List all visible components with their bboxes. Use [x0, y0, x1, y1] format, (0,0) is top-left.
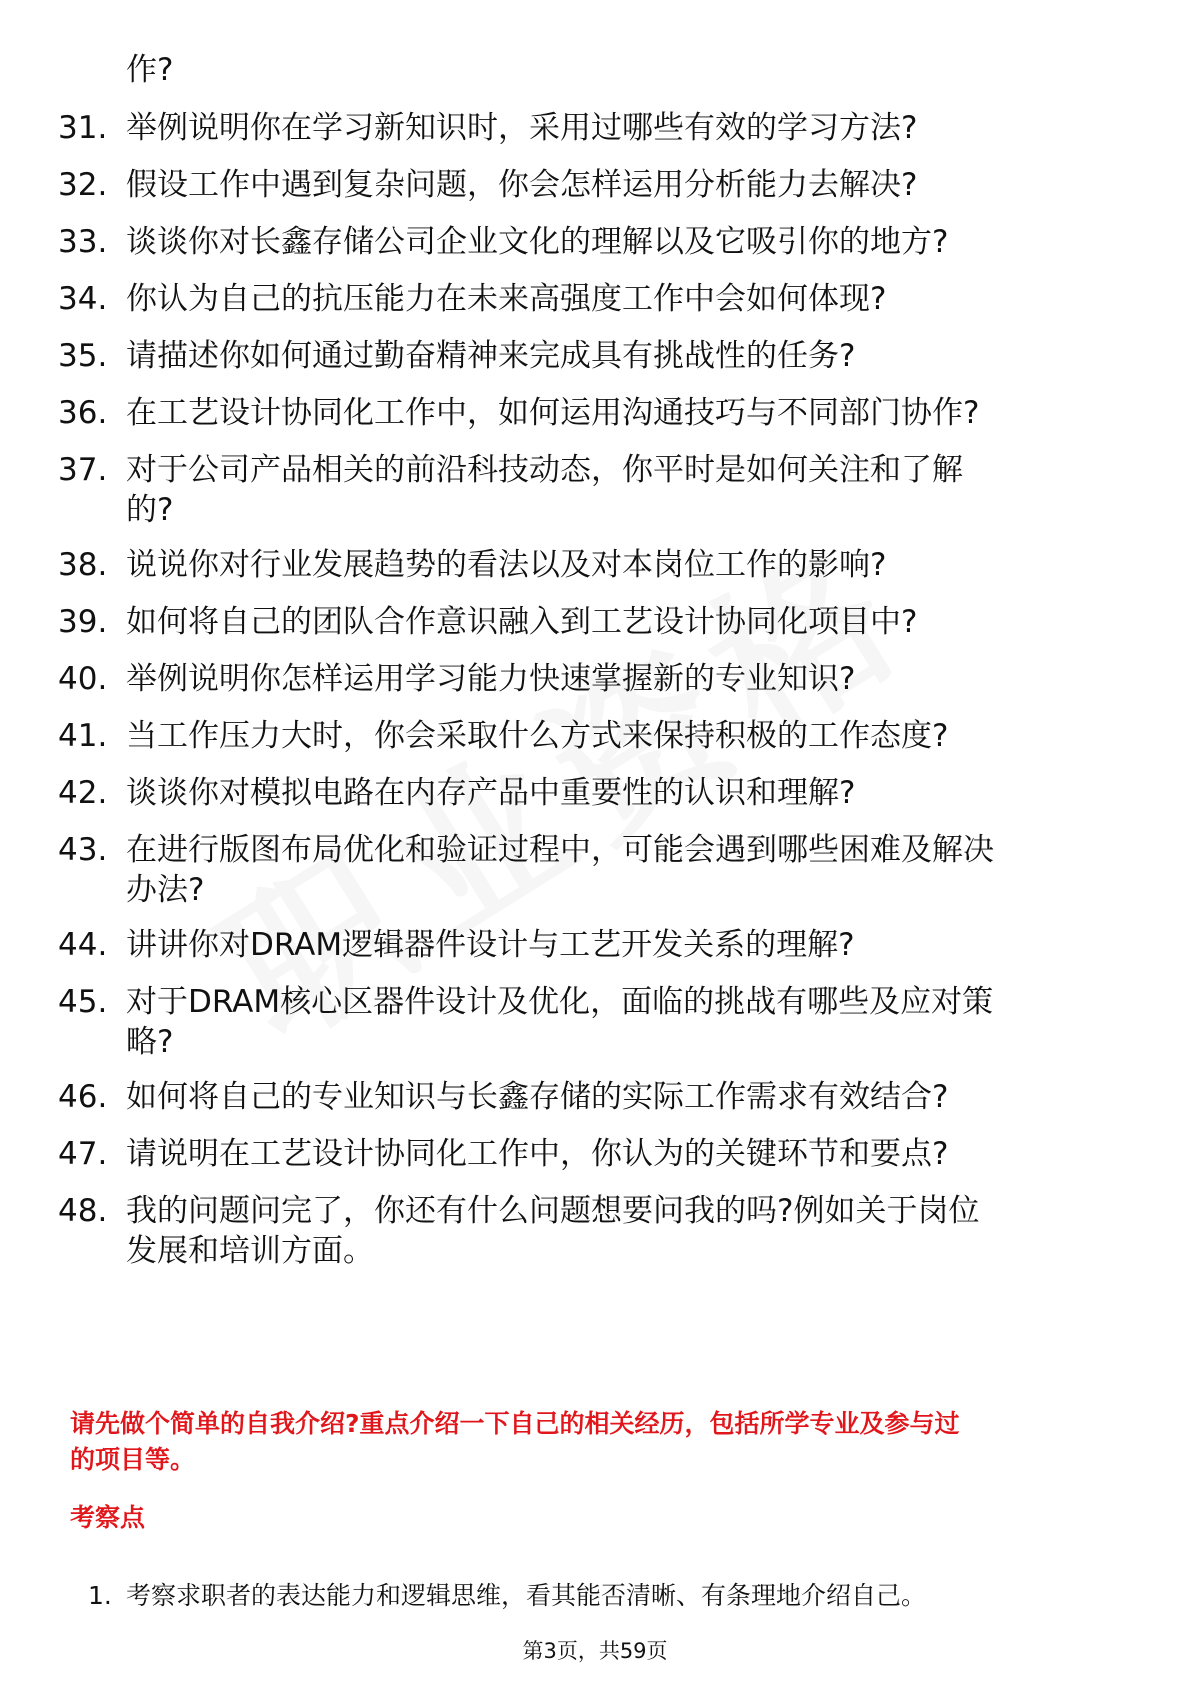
question-number: 47.	[58, 1136, 108, 1172]
question-text	[126, 336, 1126, 376]
question-line: 说说你对行业发展趋势的看法以及对本岗位工作的影响?	[126, 547, 887, 583]
question-line: 的?	[126, 492, 174, 528]
question-number: 31.	[58, 110, 108, 146]
question-line: 发展和培训方面。	[126, 1233, 374, 1269]
question-line: 在工艺设计协同化工作中，如何运用沟通技巧与不同部门协作?	[126, 395, 980, 431]
question-number: 36.	[58, 395, 108, 431]
question-number: 38.	[58, 547, 108, 583]
question-line: 讲讲你对DRAM逻辑器件设计与工艺开发关系的理解?	[126, 927, 855, 963]
question-text	[126, 982, 1126, 1062]
question-line: 略?	[126, 1024, 174, 1060]
question-text	[126, 393, 1126, 433]
question-text	[126, 1134, 1126, 1174]
question-text	[126, 602, 1126, 642]
question-text	[126, 108, 1126, 148]
question-number: 46.	[58, 1079, 108, 1115]
question-line: 办法?	[126, 872, 205, 908]
intro-question-line: 请先做个简单的自我介绍?重点介绍一下自己的相关经历，包括所学专业及参与过	[70, 1409, 960, 1438]
question-text	[126, 545, 1126, 585]
question-text	[126, 1077, 1126, 1117]
intro-question	[70, 1406, 1120, 1478]
question-number: 45.	[58, 984, 108, 1020]
page-footer: 第3页，共59页	[522, 1639, 668, 1663]
question-number: 44.	[58, 927, 108, 963]
question-number: 48.	[58, 1193, 108, 1229]
question-number: 32.	[58, 167, 108, 203]
question-line: 我的问题问完了，你还有什么问题想要问我的吗?例如关于岗位	[126, 1193, 980, 1229]
question-line: 请描述你如何通过勤奋精神来完成具有挑战性的任务?	[126, 338, 856, 374]
question-line: 在进行版图布局优化和验证过程中，可能会遇到哪些困难及解决	[126, 832, 994, 868]
question-text	[126, 773, 1126, 813]
question-line: 你认为自己的抗压能力在未来高强度工作中会如何体现?	[126, 281, 887, 317]
question-number: 42.	[58, 775, 108, 811]
question-line: 对于公司产品相关的前沿科技动态，你平时是如何关注和了解	[126, 452, 963, 488]
question-line: 举例说明你在学习新知识时，采用过哪些有效的学习方法?	[126, 110, 918, 146]
question-text	[126, 50, 1126, 90]
question-text	[126, 279, 1126, 319]
question-line: 如何将自己的专业知识与长鑫存储的实际工作需求有效结合?	[126, 1079, 949, 1115]
question-text	[126, 830, 1126, 910]
question-line: 如何将自己的团队合作意识融入到工艺设计协同化项目中?	[126, 604, 918, 640]
question-text	[126, 659, 1126, 699]
question-number: 37.	[58, 452, 108, 488]
question-text	[126, 165, 1126, 205]
section-title: 考察点	[70, 1503, 146, 1532]
question-text	[126, 716, 1126, 756]
question-text	[126, 925, 1126, 965]
question-line: 请说明在工艺设计协同化工作中，你认为的关键环节和要点?	[126, 1136, 949, 1172]
question-line: 作?	[126, 52, 174, 88]
question-line: 当工作压力大时，你会采取什么方式来保持积极的工作态度?	[126, 718, 949, 754]
list-item-number: 1.	[88, 1581, 112, 1610]
question-number: 40.	[58, 661, 108, 697]
intro-question-line: 的项目等。	[70, 1445, 196, 1474]
question-number: 41.	[58, 718, 108, 754]
question-line: 对于DRAM核心区器件设计及优化，面临的挑战有哪些及应对策	[126, 984, 994, 1020]
question-text	[126, 1191, 1126, 1271]
question-number: 35.	[58, 338, 108, 374]
question-number: 39.	[58, 604, 108, 640]
question-line: 谈谈你对长鑫存储公司企业文化的理解以及它吸引你的地方?	[126, 224, 949, 260]
list-item-text: 考察求职者的表达能力和逻辑思维，看其能否清晰、有条理地介绍自己。	[126, 1581, 927, 1610]
question-line: 举例说明你怎样运用学习能力快速掌握新的专业知识?	[126, 661, 856, 697]
question-number: 43.	[58, 832, 108, 868]
question-number: 34.	[58, 281, 108, 317]
question-text	[126, 450, 1126, 530]
question-line: 假设工作中遇到复杂问题，你会怎样运用分析能力去解决?	[126, 167, 918, 203]
question-text	[126, 222, 1126, 262]
question-line: 谈谈你对模拟电路在内存产品中重要性的认识和理解?	[126, 775, 856, 811]
question-number: 33.	[58, 224, 108, 260]
